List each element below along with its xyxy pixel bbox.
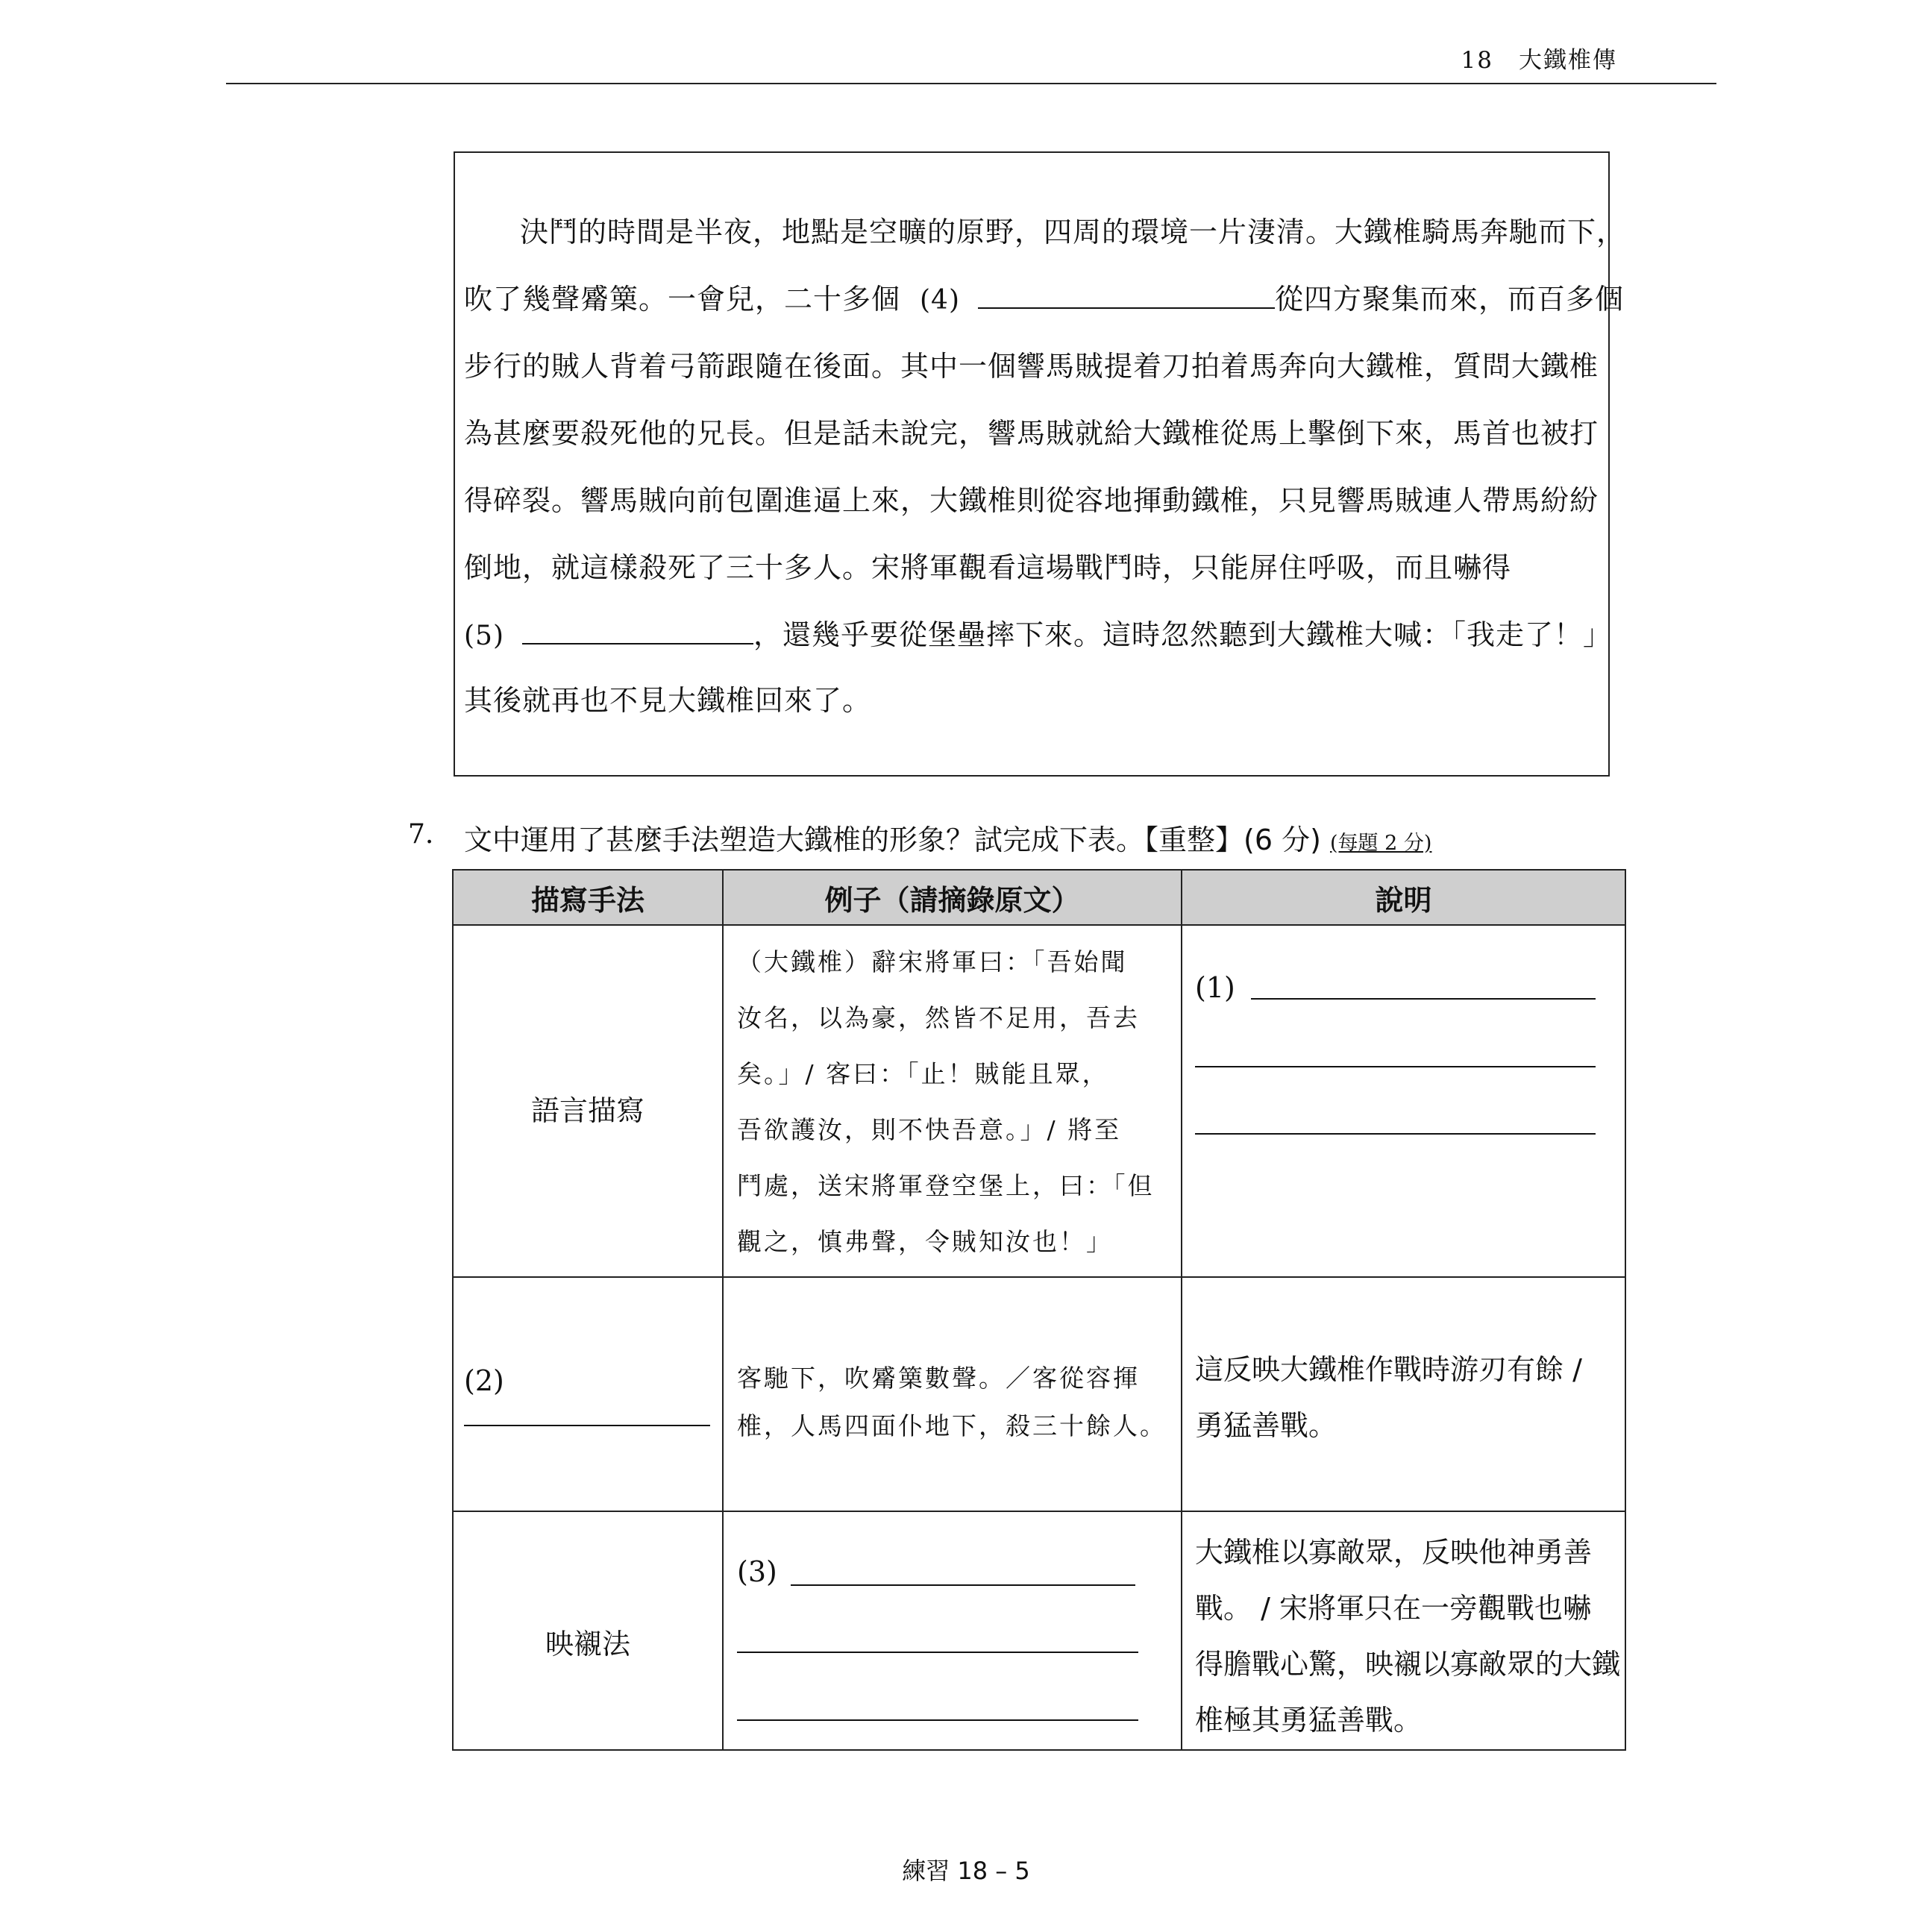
passage-line-5: 得碎裂。響馬賊向前包圍進逼上來，大鐵椎則從容地揮動鐵椎，只見響馬賊連人帶馬紛紛 [464, 484, 1599, 517]
passage-line-2-b: 從四方聚集而來，而百多個 [1275, 283, 1625, 316]
table-row-rule-2 [452, 1511, 1626, 1512]
passage-line-1: 決鬥的時間是半夜，地點是空曠的原野，四周的環境一片淒清。大鐵椎騎馬奔馳而下， [520, 216, 1626, 248]
passage-line-4: 為甚麼要殺死他的兄長。但是話未說完，響馬賊就給大鐵椎從馬上擊倒下來，馬首也被打 [464, 417, 1599, 450]
passage-line-7 [464, 612, 1612, 653]
passage-line-8: 其後就再也不見大鐵椎回來了。 [464, 684, 872, 717]
row1-technique: 語言描寫 [530, 1094, 644, 1127]
row3-technique: 映襯法 [545, 1628, 630, 1660]
row1-example-line-3: 矣。」/ 客曰：「止！賊能且眾， [737, 1059, 1109, 1088]
row2-explanation-line-2: 勇猛善戰。 [1195, 1409, 1337, 1442]
running-header [1461, 41, 1617, 75]
row1-example-line-4: 吾欲護汝，則不快吾意。」/ 將至 [737, 1115, 1122, 1144]
row1-example-line-2: 汝名，以為豪，然皆不足用，吾去 [737, 1003, 1140, 1032]
row3-example-label: (3) [737, 1555, 777, 1588]
passage-line-7-b: ，還幾乎要從堡壘摔下來。這時忽然聽到大鐵椎大喊：「我走了！」 [753, 618, 1613, 651]
passage-line-3: 步行的賊人背着弓箭跟隨在後面。其中一個響馬賊提着刀拍着馬奔向大鐵椎，質問大鐵椎 [464, 350, 1599, 383]
table-col-rule-1 [722, 869, 724, 1751]
table-border-left [452, 869, 454, 1751]
row2-technique-label: (2) [464, 1364, 504, 1397]
header-rule [226, 83, 1716, 84]
table-header-explanation: 說明 [1375, 884, 1432, 917]
row2-example-line-2: 椎，人馬四面仆地下，殺三十餘人。 [737, 1411, 1167, 1440]
row1-answer-line-1[interactable] [1251, 998, 1596, 1000]
row2-explanation-line-1: 這反映大鐵椎作戰時游刃有餘 / [1195, 1353, 1582, 1386]
row1-example-line-5: 鬥處，送宋將軍登空堡上，曰：「但 [737, 1171, 1155, 1200]
question-number: 7. [408, 819, 434, 850]
blank-5-label: (5) [464, 621, 504, 651]
question-text [464, 817, 1431, 858]
row1-example-line-6: 觀之，慎弗聲，令賊知汝也！」 [737, 1227, 1113, 1256]
table-row-rule-1 [452, 1276, 1626, 1278]
row1-explanation-label: (1) [1195, 971, 1235, 1004]
table-border-right [1625, 869, 1626, 1751]
row2-example-line-1: 客馳下，吹觱篥數聲。／客從容揮 [737, 1364, 1140, 1393]
page-footer: 練習 18 – 5 [902, 1857, 1030, 1885]
row2-answer-line[interactable] [464, 1425, 710, 1426]
table-border-top [452, 869, 1626, 871]
table-col-rule-2 [1181, 869, 1182, 1751]
blank-4[interactable] [978, 279, 1275, 309]
chapter-number: 18 [1461, 47, 1493, 74]
row3-explanation-line-4: 椎極其勇猛善戰。 [1195, 1704, 1423, 1737]
row3-answer-line-3[interactable] [737, 1719, 1138, 1721]
table-header-technique: 描寫手法 [530, 884, 644, 917]
passage-line-2 [464, 276, 1624, 317]
passage-line-6: 倒地，就這樣殺死了三十多人。宋將軍觀看這場戰鬥時，只能屏住呼吸，而且嚇得 [464, 551, 1512, 584]
passage-line-2-a: 吹了幾聲觱篥。一會兒，二十多個 [464, 283, 901, 316]
row3-explanation-line-3: 得膽戰心驚，映襯以寡敵眾的大鐵 [1195, 1648, 1621, 1681]
row3-explanation-line-2: 戰。 / 宋將軍只在一旁觀戰也嚇 [1195, 1592, 1591, 1625]
row1-answer-line-3[interactable] [1195, 1133, 1596, 1135]
row3-answer-line-2[interactable] [737, 1652, 1138, 1653]
question-prompt: 文中運用了甚麼手法塑造大鐵椎的形象？試完成下表。【重整】(6 分) [464, 824, 1321, 856]
question-sub-note: (每題 2 分) [1330, 832, 1432, 855]
row1-answer-line-2[interactable] [1195, 1066, 1596, 1067]
blank-5[interactable] [522, 615, 753, 644]
blank-4-label: (4) [920, 285, 961, 316]
row3-explanation-line-1: 大鐵椎以寡敵眾，反映他神勇善 [1195, 1536, 1593, 1569]
chapter-title: 大鐵椎傳 [1519, 47, 1617, 74]
table-header-rule [452, 924, 1626, 926]
row1-example-line-1: （大鐵椎）辭宋將軍曰：「吾始聞 [737, 947, 1128, 976]
row3-answer-line-1[interactable] [791, 1584, 1135, 1586]
table-header-example: 例子（請摘錄原文） [824, 884, 1080, 917]
table-border-bottom [452, 1749, 1626, 1751]
